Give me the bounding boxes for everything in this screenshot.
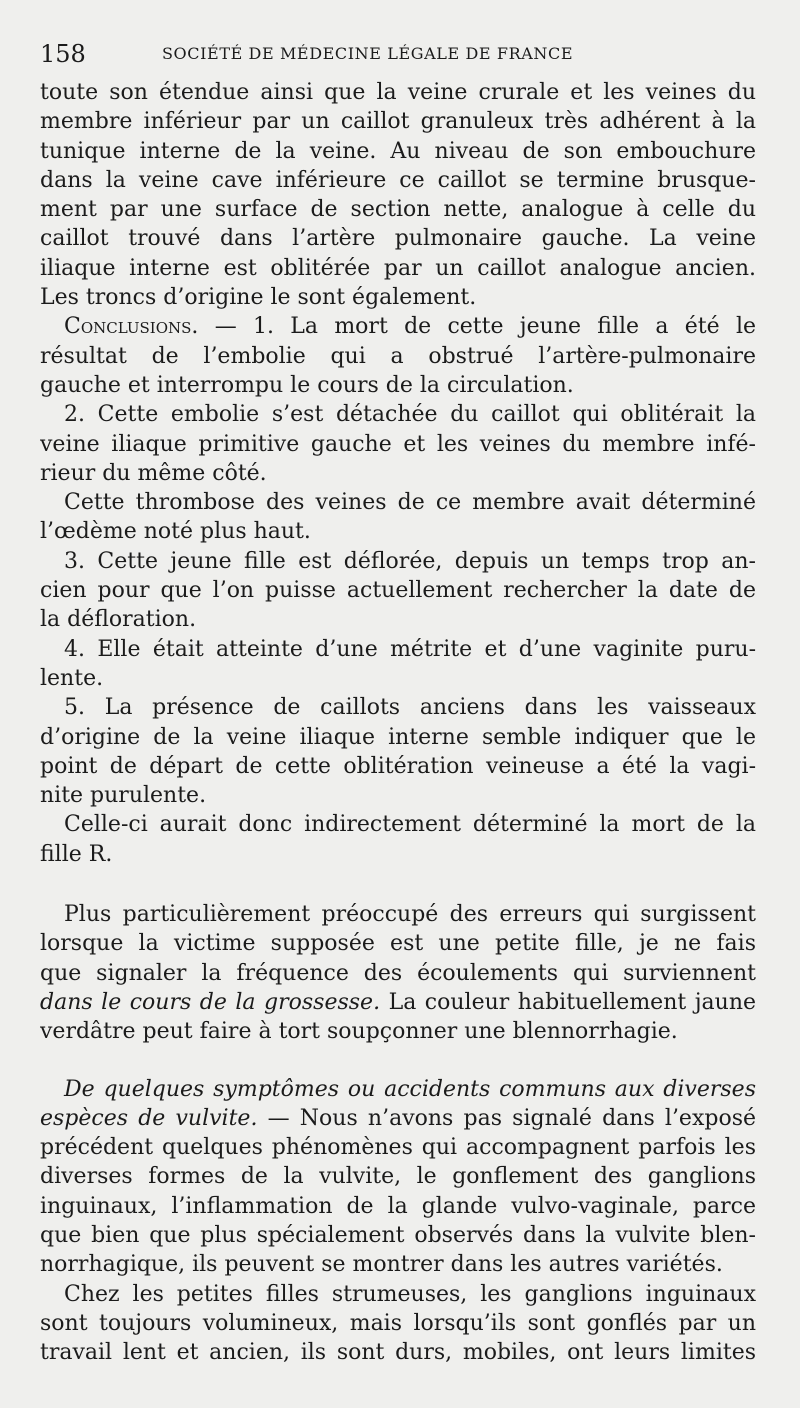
line-rest: La couleur habituellement jaune (380, 989, 756, 1015)
text-line: d’origine de la veine iliaque interne semble indiquer que le (40, 724, 756, 750)
text-line: Celle-ci aurait donc indirectement déterminé la mort de la (64, 812, 756, 838)
text-line: que bien que plus spécialement observés dans la vulvite blen- (40, 1222, 756, 1248)
conclusions-item-3 (40, 547, 756, 635)
conclusions-item-1 (40, 312, 756, 400)
text-line: tunique interne de la veine. Au niveau de son embouchure (40, 138, 756, 164)
text-line (40, 312, 756, 341)
conclusions-first-line: — 1. La mort de cette jeune fille a été le (198, 314, 756, 340)
text-line: caillot trouvé dans l’artère pulmonaire gauche. La veine (40, 226, 756, 252)
text-line: résultat de l’embolie qui a obstrué l’artère-pulmonaire (40, 343, 756, 369)
text-line: veine iliaque primitive gauche et les veines du membre infé- (40, 431, 756, 457)
text-line: rieur du même côté. (40, 460, 267, 486)
text-line: Plus particulièrement préoccupé des erreurs qui surgissent (64, 902, 756, 928)
text-line: Les troncs d’origine le sont également. (40, 285, 477, 311)
text-line: lente. (40, 665, 104, 691)
text-line: cien pour que l’on puisse actuellement rechercher la date de (40, 578, 756, 604)
text-line: point de départ de cette oblitération veineuse a été la vagi- (40, 753, 756, 779)
text-line: ment par une surface de section nette, analogue à celle du (40, 197, 756, 223)
conclusions-item-4 (40, 635, 756, 694)
text-line: la défloration. (40, 607, 197, 633)
text-line: inguinaux, l’inflammation de la glande vulvo-vaginale, parce (40, 1193, 756, 1219)
book-page (40, 36, 756, 1367)
text-line: l’œdème noté plus haut. (40, 519, 311, 545)
paragraph-veine-iliaque (40, 78, 756, 312)
italic-phrase: espèces de vulvite. (40, 1105, 258, 1131)
text-line: 3. Cette jeune fille est déflorée, depuis un temps trop an- (64, 548, 756, 574)
text-line: Chez les petites filles strumeuses, les ganglions inguinaux (64, 1281, 756, 1307)
text-line: verdâtre peut faire à tort soupçonner une blennorrhagie. (40, 1019, 678, 1045)
conclusions-item-5 (40, 693, 756, 810)
text-line: 4. Elle était atteinte d’une métrite et d’une vaginite puru- (64, 636, 756, 662)
conclusions-item-2 (40, 400, 756, 488)
text-line: iliaque interne est oblitérée par un caillot analogue ancien. (40, 255, 756, 281)
text-line: nite purulente. (40, 783, 207, 809)
italic-phrase: dans le cours de la grossesse. (40, 989, 381, 1015)
paragraph-symptomes (40, 1075, 756, 1280)
line-rest: — Nous n’avons pas signalé dans l’exposé (257, 1105, 756, 1131)
text-line: Cette thrombose des veines de ce membre avait déterminé (64, 490, 756, 516)
text-line: diverses formes de la vulvite, le gonflement des ganglions (40, 1164, 756, 1190)
text-line: que signaler la fréquence des écoulements qui surviennent (40, 960, 756, 986)
section-heading-italic: De quelques symptômes ou accidents communs aux diverses (64, 1076, 756, 1102)
section-gap (40, 1047, 756, 1075)
section-gap (40, 869, 756, 900)
text-line (40, 1104, 756, 1133)
text-line: gauche et interrompu le cours de la circulation. (40, 372, 574, 398)
text-line: précédent quelques phénomènes qui accompagnent parfois les (40, 1135, 756, 1161)
conclusions-label: Conclusions. (64, 314, 199, 340)
text-line: fille R. (40, 841, 113, 867)
paragraph-conclusion-final (40, 810, 756, 869)
paragraph-petites-filles (40, 1280, 756, 1368)
text-line: norrhagique, ils peuvent se montrer dans les autres variétés. (40, 1252, 723, 1278)
text-line: dans la veine cave inférieure ce caillot se termine brusque- (40, 167, 756, 193)
text-line: sont toujours volumineux, mais lorsqu’ils sont gonflés par un (40, 1310, 756, 1336)
text-line: 5. La présence de caillots anciens dans les vaisseaux (64, 695, 756, 721)
text-line: lorsque la victime supposée est une petite fille, je ne fais (40, 931, 756, 957)
text-line: membre inférieur par un caillot granuleux très adhérent à la (40, 109, 756, 135)
text-line: toute son étendue ainsi que la veine crurale et les veines du (40, 80, 756, 105)
text-line: 2. Cette embolie s’est détachée du caillot qui oblitérait la (64, 402, 756, 428)
running-title: SOCIÉTÉ DE MÉDECINE LÉGALE DE FRANCE (162, 44, 574, 63)
paragraph-erreurs (40, 900, 756, 1046)
page-number: 158 (40, 40, 86, 68)
text-line: travail lent et ancien, ils sont durs, mobiles, ont leurs limites (40, 1340, 756, 1366)
paragraph-thrombose (40, 488, 756, 547)
running-head (40, 36, 756, 70)
text-line (40, 988, 756, 1017)
